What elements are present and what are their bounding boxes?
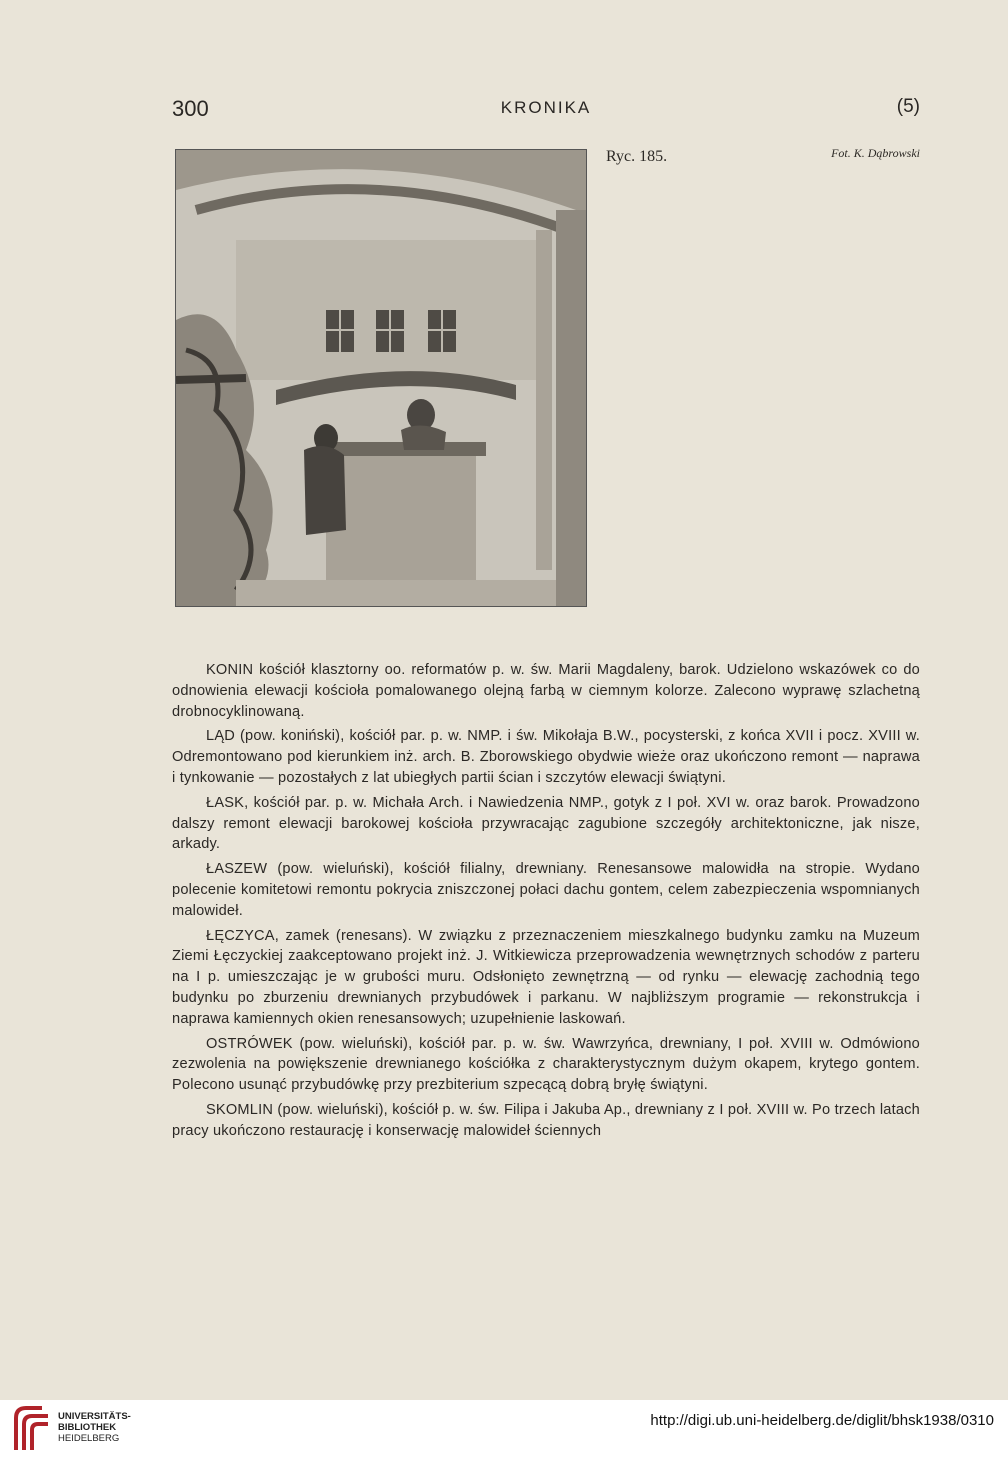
paragraph-lask: ŁASK, kościół par. p. w. Michała Arch. i Nawiedzenia NMP., gotyk z I poł. XVI w. oraz barok. Prowadzono dalszy remont elewacji barokowej kościoła przywracając zagubione szczegóły architektoniczne, jak nisze, arkady. — [172, 794, 920, 853]
figure-caption: Ryc. 185. — [606, 148, 668, 165]
library-name — [58, 1411, 131, 1444]
page-header — [172, 96, 920, 126]
baroque-painting-illustration — [176, 150, 586, 606]
paragraph-lad: LĄD (pow. koniński), kościół par. p. w. NMP. i św. Mikołaja B.W., pocysterski, z końca XVII i pocz. XVIII w. Odremontowano pod kierunkiem inż. arch. B. Zborowskiego obydwie wieże oraz ukończono remont — naprawa i tynkowanie — pozostałych z lat ubiegłych partii ścian i szczytów elewacji świątyni. — [172, 728, 920, 786]
figure-photo — [175, 149, 587, 607]
section-number: (5) — [896, 96, 920, 117]
paragraph-leczyca: ŁĘCZYCA, zamek (renesans). W związku z przeznaczeniem mieszkalnego budynku zamku na Muzeum Ziemi Łęczyckiej zaakceptowano projekt inż. J. Witkiewicza przeprowadzenia wewnętrznych schodów z parteru na I p. umieszczając je w grubości muru. Odsłonięto zewnętrzną — od rynku — elewację zachodnią tego budynku po zburzeniu drewnianych przybudówek i parkanu. W najbliższym programie — rekonstrukcja i naprawa kamiennych okien renesansowych; uzupełnienie laskowań. — [172, 927, 920, 1027]
library-name-line1: UNIVERSITÄTS- — [58, 1411, 131, 1422]
photo-credit: Fot. K. Dąbrowski — [831, 146, 920, 160]
paragraph-skomlin: SKOMLIN (pow. wieluński), kościół p. w. św. Filipa i Jakuba Ap., drewniany z I poł. XVIII w. Po trzech latach pracy ukończono restaurację i konserwację malowideł ściennych — [172, 1101, 920, 1139]
library-name-line3: HEIDELBERG — [58, 1433, 120, 1444]
paragraph-konin: KONIN kościół klasztorny oo. reformatów p. w. św. Marii Magdaleny, barok. Udzielono wskazówek co do odnowienia elewacji kościoła pomalowanego olejną farbą w ciemnym kolorze. Zalecono wyprawę szlachetną drobnocyklinowaną. — [172, 662, 920, 720]
viewer-footer — [0, 1400, 1008, 1466]
source-url[interactable]: http://digi.ub.uni-heidelberg.de/diglit/bhsk1938/0310 — [650, 1412, 994, 1429]
paragraph-laszew: ŁASZEW (pow. wieluński), kościół filialny, drewniany. Renesansowe malowidła na stropie. Wydano polecenie komitetowi remontu pokrycia zniszczonej połaci dachu gontem, celem zabezpieczenia wspomnianych malowideł. — [172, 861, 920, 919]
library-name-line2: BIBLIOTHEK — [58, 1422, 117, 1433]
chronicle-text — [172, 660, 920, 1146]
paragraph-ostrowek: OSTRÓWEK (pow. wieluński), kościół par. p. w. św. Wawrzyńca, drewniany, I poł. XVIII w. Odmówiono zezwolenia na powiększenie drewnianego kościółka z charakterystycznym dużym okapem, krytego gontem. Polecono usunąć przybudówkę przy prezbiterium szpecącą dobrą bryłę świątyni. — [172, 1035, 920, 1094]
university-library-logo-icon — [12, 1404, 52, 1454]
running-title: KRONIKA — [500, 98, 592, 117]
page-number: 300 — [172, 96, 209, 121]
